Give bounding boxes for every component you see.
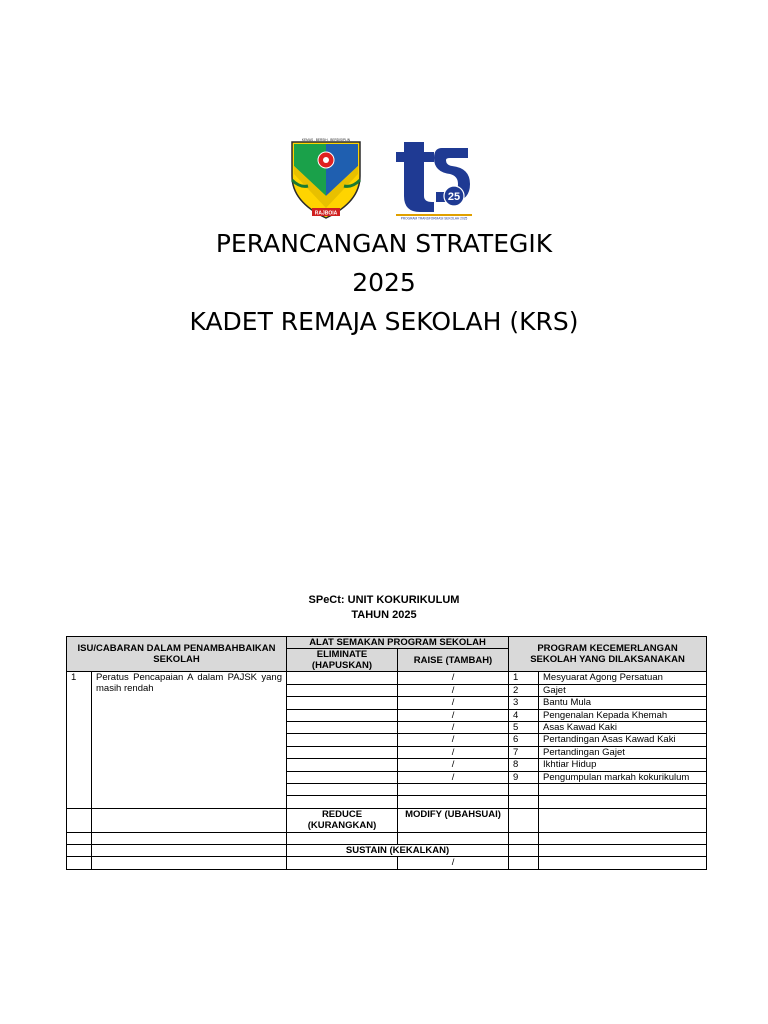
reduce-header: REDUCE (KURANGKAN) [287, 808, 398, 832]
raise-mark: / [398, 734, 509, 746]
sustain-header: SUSTAIN (KEKALKAN) [287, 845, 509, 857]
program-name: Pertandingan Gajet [539, 746, 707, 758]
raise-mark: / [398, 759, 509, 771]
sustain-row [67, 845, 707, 857]
program-name: Pertandingan Asas Kawad Kaki [539, 734, 707, 746]
raise-mark: / [398, 684, 509, 696]
subheading-year: TAHUN 2025 [351, 609, 417, 621]
title-line-3: KADET REMAJA SEKOLAH (KRS) [189, 307, 579, 336]
sustain-mark: / [398, 857, 509, 869]
program-header: PROGRAM KECEMERLANGAN SEKOLAH YANG DILAKSANAKAN [509, 637, 707, 672]
svg-text:RAJBOIA: RAJBOIA [314, 210, 338, 217]
logo-group [286, 136, 486, 222]
subheading-unit: SPeCt: UNIT KOKURIKULUM [308, 594, 460, 606]
raise-mark: / [398, 709, 509, 721]
program-number: 4 [509, 709, 539, 721]
title-line-2: 2025 [352, 268, 416, 297]
transformasi-sekolah-logo [394, 138, 474, 220]
program-name: Gajet [539, 684, 707, 696]
svg-text:25: 25 [447, 191, 461, 203]
svg-text:PROGRAM TRANSFORMASI SEKOLAH 2: PROGRAM TRANSFORMASI SEKOLAH 2025 [400, 216, 468, 220]
program-name: Ikhtiar Hidup [539, 759, 707, 771]
program-number: 2 [509, 684, 539, 696]
table-row [67, 672, 707, 684]
modify-header: MODIFY (UBAHSUAI) [398, 808, 509, 832]
issue-header: ISU/CABARAN DALAM PENAMBAHBAIKAN SEKOLAH [67, 637, 287, 672]
program-number: 3 [509, 697, 539, 709]
raise-header: RAISE (TAMBAH) [398, 649, 509, 672]
table-row [67, 857, 707, 869]
program-name: Bantu Mula [539, 697, 707, 709]
issue-text: Peratus Pencapaian A dalam PAJSK yang masih rendah [92, 672, 287, 808]
tool-header: ALAT SEMAKAN PROGRAM SEKOLAH [287, 637, 509, 649]
program-number: 6 [509, 734, 539, 746]
header-row-1 [67, 637, 707, 649]
school-crest-logo [286, 136, 366, 222]
section-subheading [0, 593, 768, 623]
table-row [67, 832, 707, 844]
raise-mark: / [398, 697, 509, 709]
issue-number: 1 [67, 672, 92, 808]
program-name: Pengumpulan markah kokurikulum [539, 771, 707, 783]
raise-mark: / [398, 672, 509, 684]
raise-mark: / [398, 721, 509, 733]
program-name: Pengenalan Kepada Khemah [539, 709, 707, 721]
raise-mark: / [398, 771, 509, 783]
program-number: 8 [509, 759, 539, 771]
eliminate-header: ELIMINATE (HAPUSKAN) [287, 649, 398, 672]
program-number: 1 [509, 672, 539, 684]
program-name: Asas Kawad Kaki [539, 721, 707, 733]
program-name: Mesyuarat Agong Persatuan [539, 672, 707, 684]
strategic-plan-table [66, 636, 707, 870]
document-title [0, 224, 768, 341]
reduce-modify-row [67, 808, 707, 832]
program-number: 9 [509, 771, 539, 783]
title-line-1: PERANCANGAN STRATEGIK [215, 229, 553, 258]
svg-text:KEMAS . BERSIH . BERDISIPLIN: KEMAS . BERSIH . BERDISIPLIN [301, 138, 351, 142]
program-number: 5 [509, 721, 539, 733]
program-number: 7 [509, 746, 539, 758]
raise-mark: / [398, 746, 509, 758]
